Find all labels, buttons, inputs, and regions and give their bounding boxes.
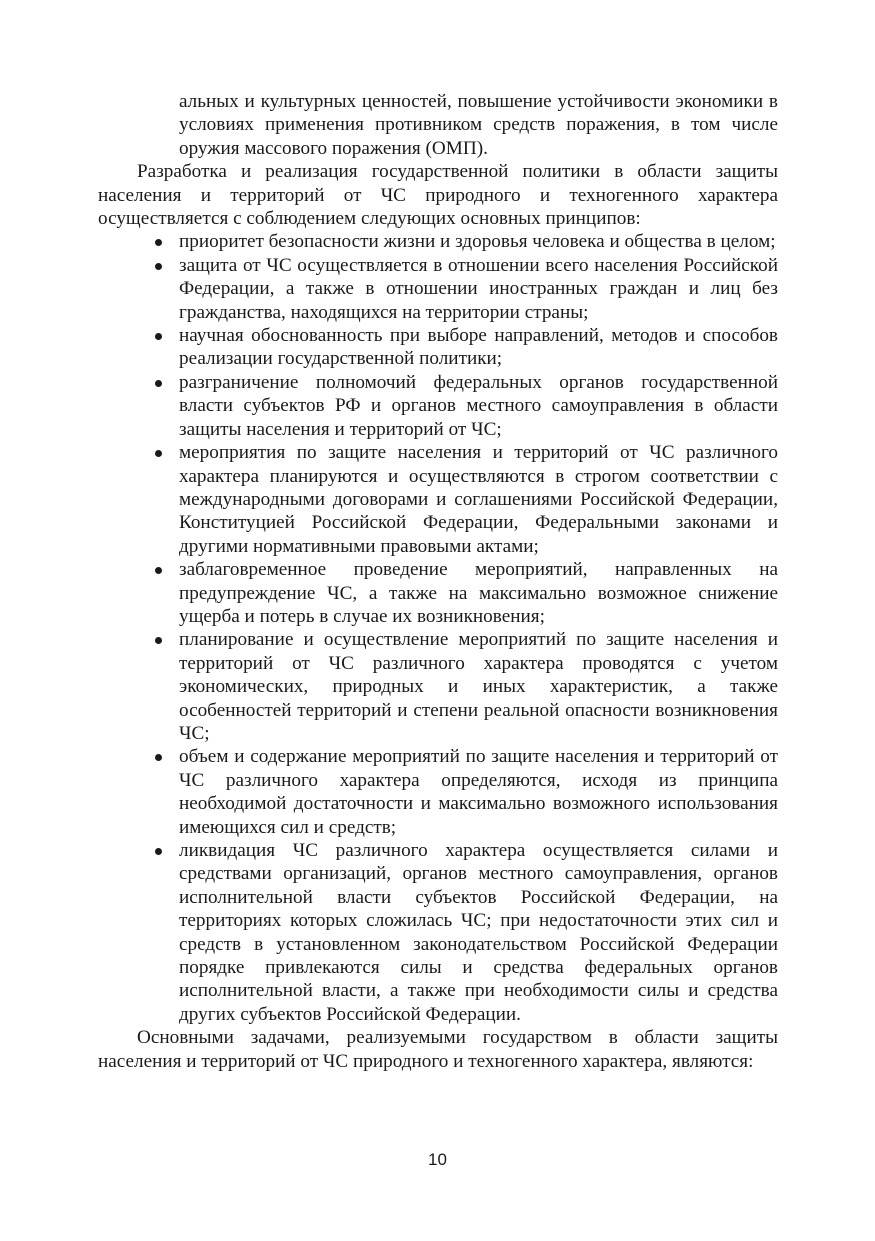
body-text [98, 90, 778, 1073]
list-item: планирование и осуществление мероприятий по защите населения и территорий от ЧС различного характера проводятся с учетом экономических, природных и иных характеристик, а также особенностей территорий и степени реальной опасности возникновения ЧС; [179, 629, 778, 744]
list-item: мероприятия по защите населения и территорий от ЧС различного характера планируются и осуществляются в строгом соответствии с международными договорами и соглашениями Российской Федерации, Конституцией Российской Федерации, Федеральными законами и другими нормативными правовыми актами; [179, 442, 778, 557]
intro-paragraph: Разработка и реализация государственной политики в области защиты населения и территорий от ЧС природного и техногенного характера осуществляется с соблюдением следующих основных принципов: [98, 161, 778, 230]
list-item: объем и содержание мероприятий по защите населения и территорий от ЧС различного характера определяются, исходя из принципа необходимой достаточности и максимально возможного использования имеющихся сил и средств; [179, 746, 778, 838]
closing-paragraph: Основными задачами, реализуемыми государством в области защиты населения и территорий от ЧС природного и техногенного характера, являются: [98, 1027, 778, 1072]
list-item: приоритет безопасности жизни и здоровья человека и общества в целом; [179, 230, 778, 253]
list-item: защита от ЧС осуществляется в отношении всего населения Российской Федерации, а также в отношении иностранных граждан и лиц без гражданства, находящихся на территории страны; [179, 254, 778, 323]
list-item: ликвидация ЧС различного характера осуществляется силами и средствами организаций, органов местного самоуправления, органов исполнительной власти субъектов Российской Федерации, на территориях которых сложилась ЧС; при недостаточности этих сил и средств в установленном законодательством Российской Федерации порядке привлекаются силы и средства федеральных органов исполнительной власти, а также при необходимости силы и средства других субъектов Российской Федерации. [179, 840, 778, 1025]
page-number: 10 [428, 1150, 447, 1169]
principles-list [98, 230, 778, 1026]
list-item: разграничение полномочий федеральных органов государственной власти субъектов РФ и органов местного самоуправления в области защиты населения и территорий от ЧС; [179, 371, 778, 440]
list-item: научная обоснованность при выборе направлений, методов и способов реализации государственной политики; [179, 325, 778, 370]
continuation-paragraph: альных и культурных ценностей, повышение устойчивости экономики в условиях применения противником средств поражения, в том числе оружия массового поражения (ОМП). [179, 91, 778, 159]
list-item: заблаговременное проведение мероприятий, направленных на предупреждение ЧС, а также на максимально возможное снижение ущерба и потерь в случае их возникновения; [179, 559, 778, 627]
